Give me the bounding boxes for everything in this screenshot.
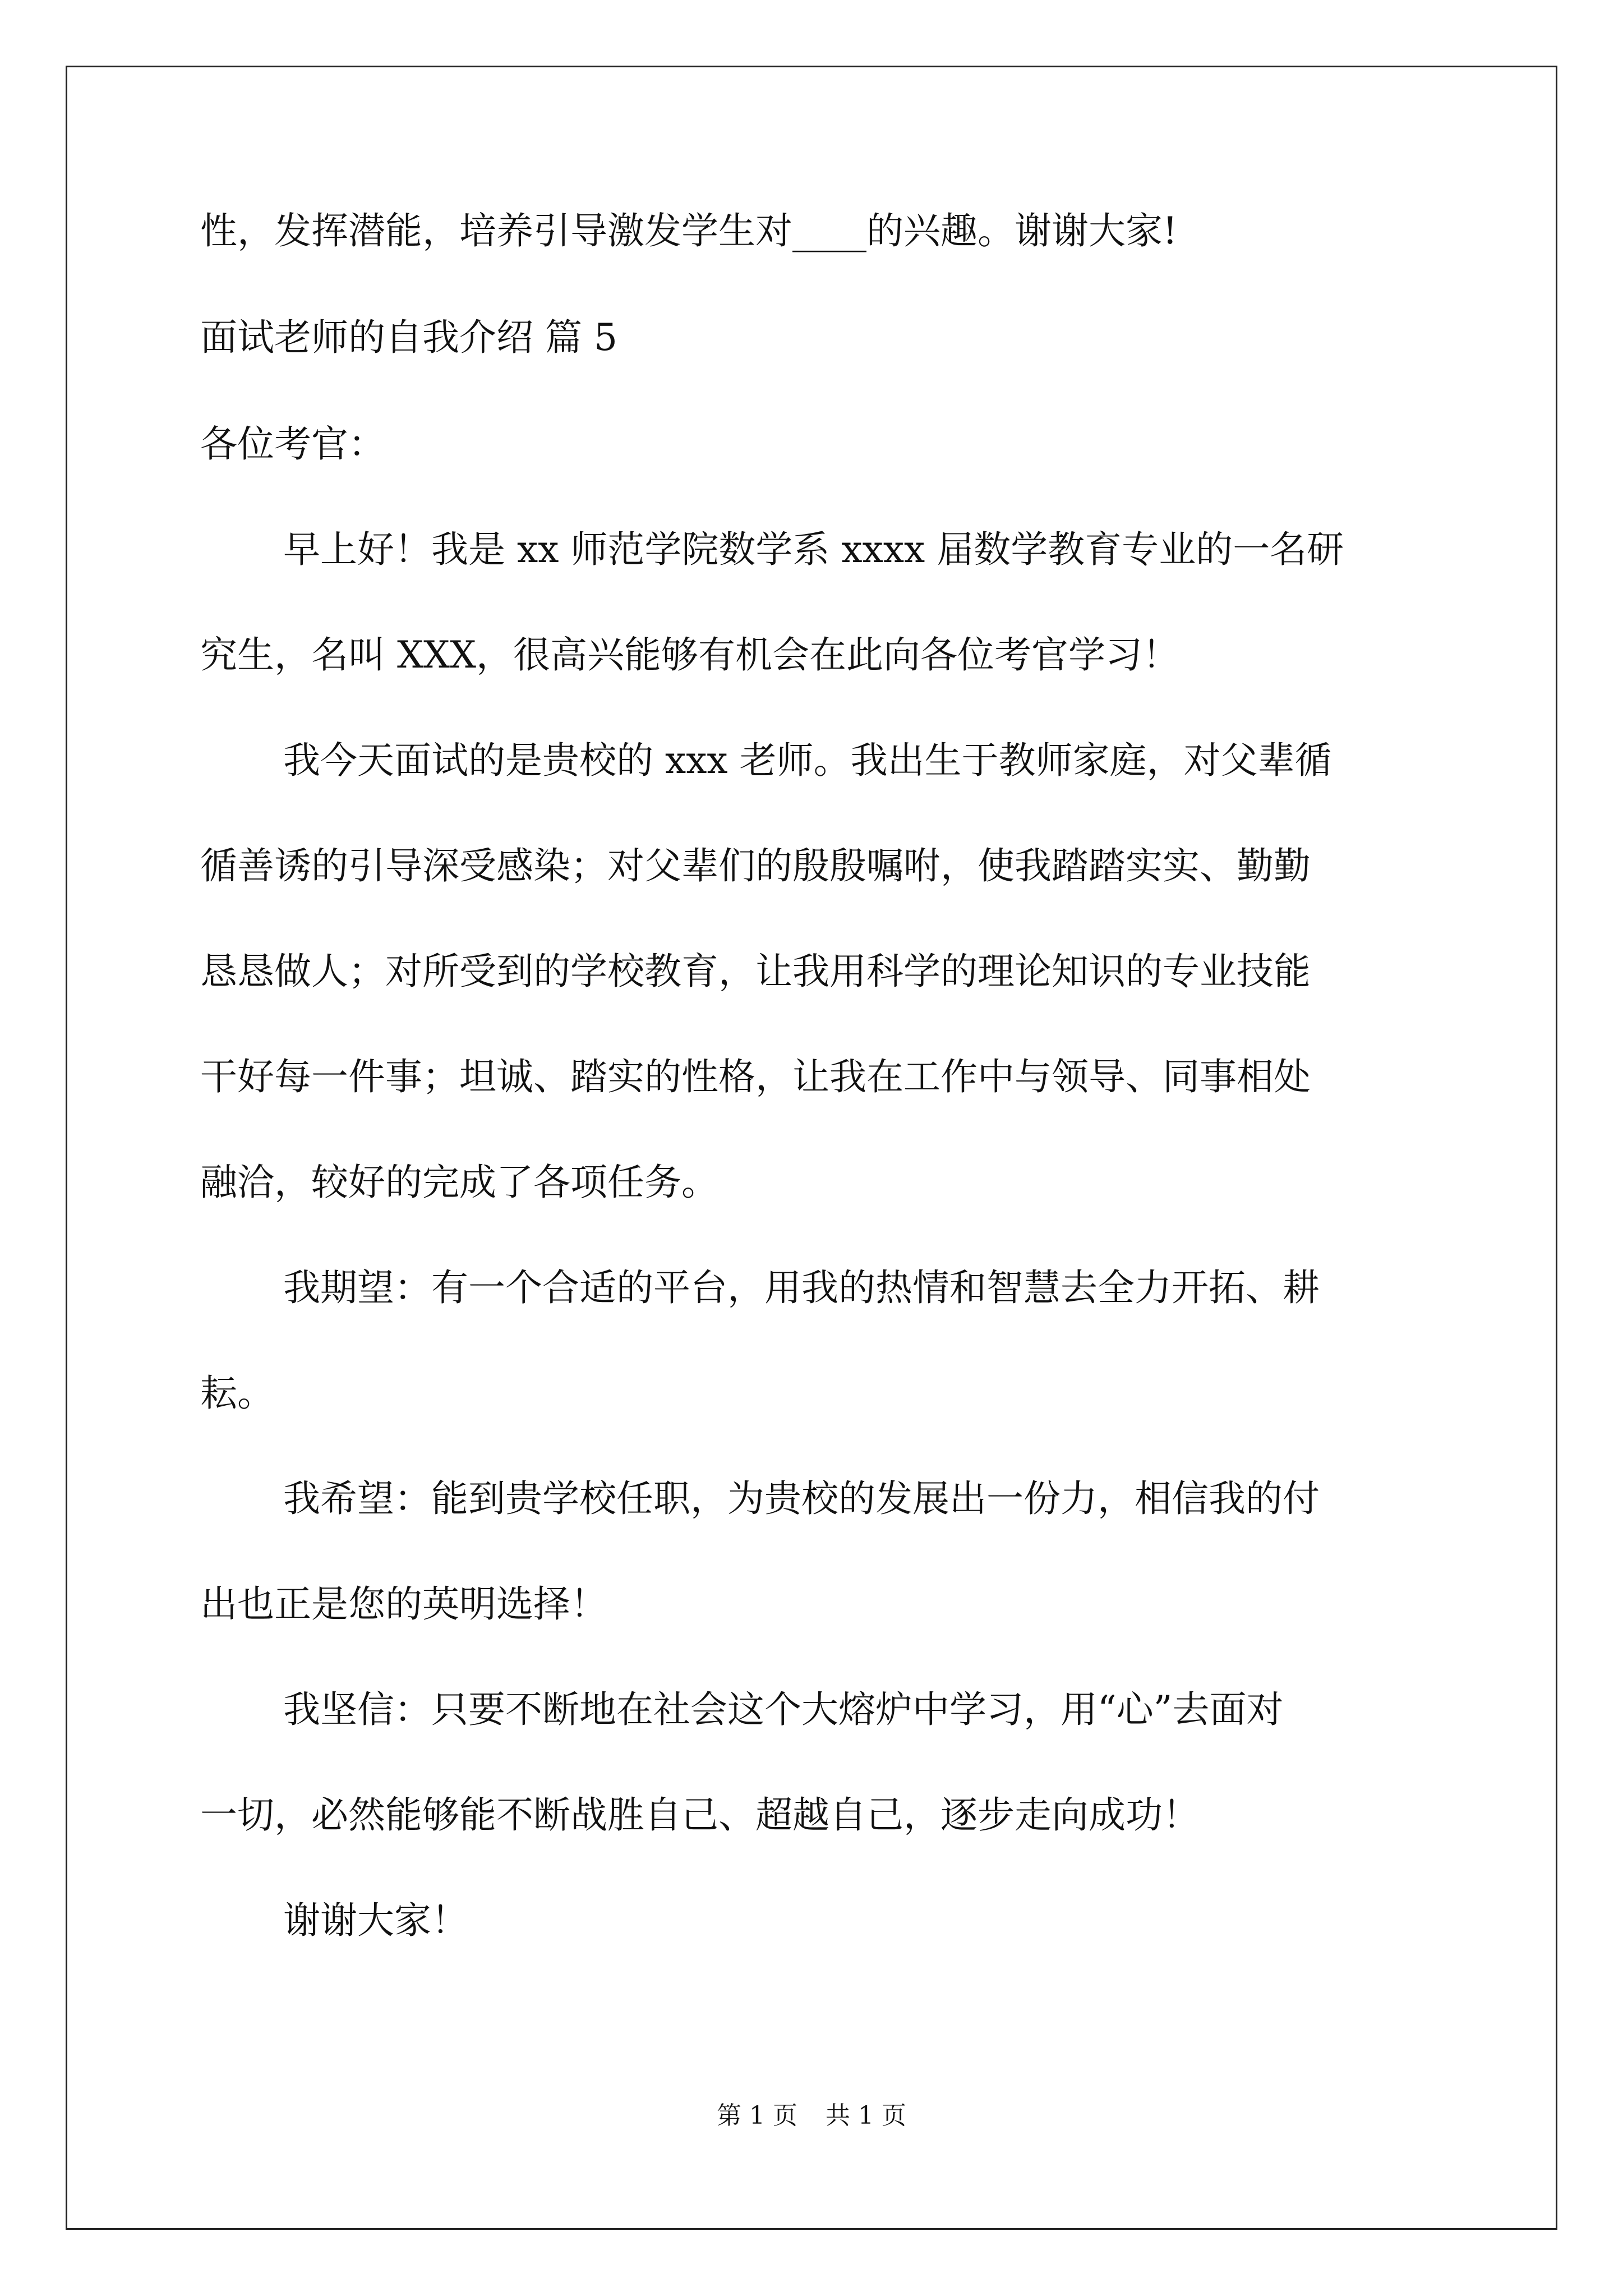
paragraph-line: 究生，名叫 XXX，很高兴能够有机会在此向各位考官学习！ [200, 633, 1179, 677]
section-heading: 面试老师的自我介绍 篇 5 [200, 316, 617, 359]
page-number: 第 1 页 [717, 2101, 797, 2130]
paragraph-line: 性，发挥潜能，培养引导激发学生对____的兴趣。谢谢大家! [200, 209, 1178, 252]
closing-line: 谢谢大家！ [283, 1899, 468, 1942]
paragraph-line: 我今天面试的是贵校的 xxx 老师。我出生于教师家庭，对父辈循 [283, 739, 1332, 782]
paragraph-line: 早上好！我是 xx 师范学院数学系 xxxx 届数学教育专业的一名研 [283, 528, 1344, 571]
paragraph-line: 我期望：有一个合适的平台，用我的热情和智慧去全力开拓、耕 [283, 1266, 1320, 1309]
document-body [200, 208, 1434, 1944]
paragraph-line: 恳恳做人；对所受到的学校教育，让我用科学的理论知识的专业技能 [200, 950, 1311, 993]
paragraph-line: 耘。 [200, 1372, 274, 1415]
paragraph-line: 干好每一件事；坦诚、踏实的性格，让我在工作中与领导、同事相处 [200, 1055, 1311, 1098]
page-total: 共 1 页 [826, 2101, 906, 2130]
paragraph-line: 循善诱的引导深受感染；对父辈们的殷殷嘱咐，使我踏踏实实、勤勤 [200, 844, 1311, 887]
paragraph-line: 我希望：能到贵学校任职，为贵校的发展出一份力，相信我的付 [283, 1477, 1320, 1520]
salutation: 各位考官： [200, 422, 385, 466]
paragraph-line: 融洽，较好的完成了各项任务。 [200, 1161, 718, 1204]
paragraph-line: 我坚信：只要不断地在社会这个大熔炉中学习，用“心”去面对 [283, 1688, 1284, 1731]
page-footer [0, 2101, 1623, 2131]
paragraph-line: 一切，必然能够能不断战胜自己、超越自己，逐步走向成功！ [200, 1793, 1200, 1837]
paragraph-line: 出也正是您的英明选择！ [200, 1582, 607, 1626]
